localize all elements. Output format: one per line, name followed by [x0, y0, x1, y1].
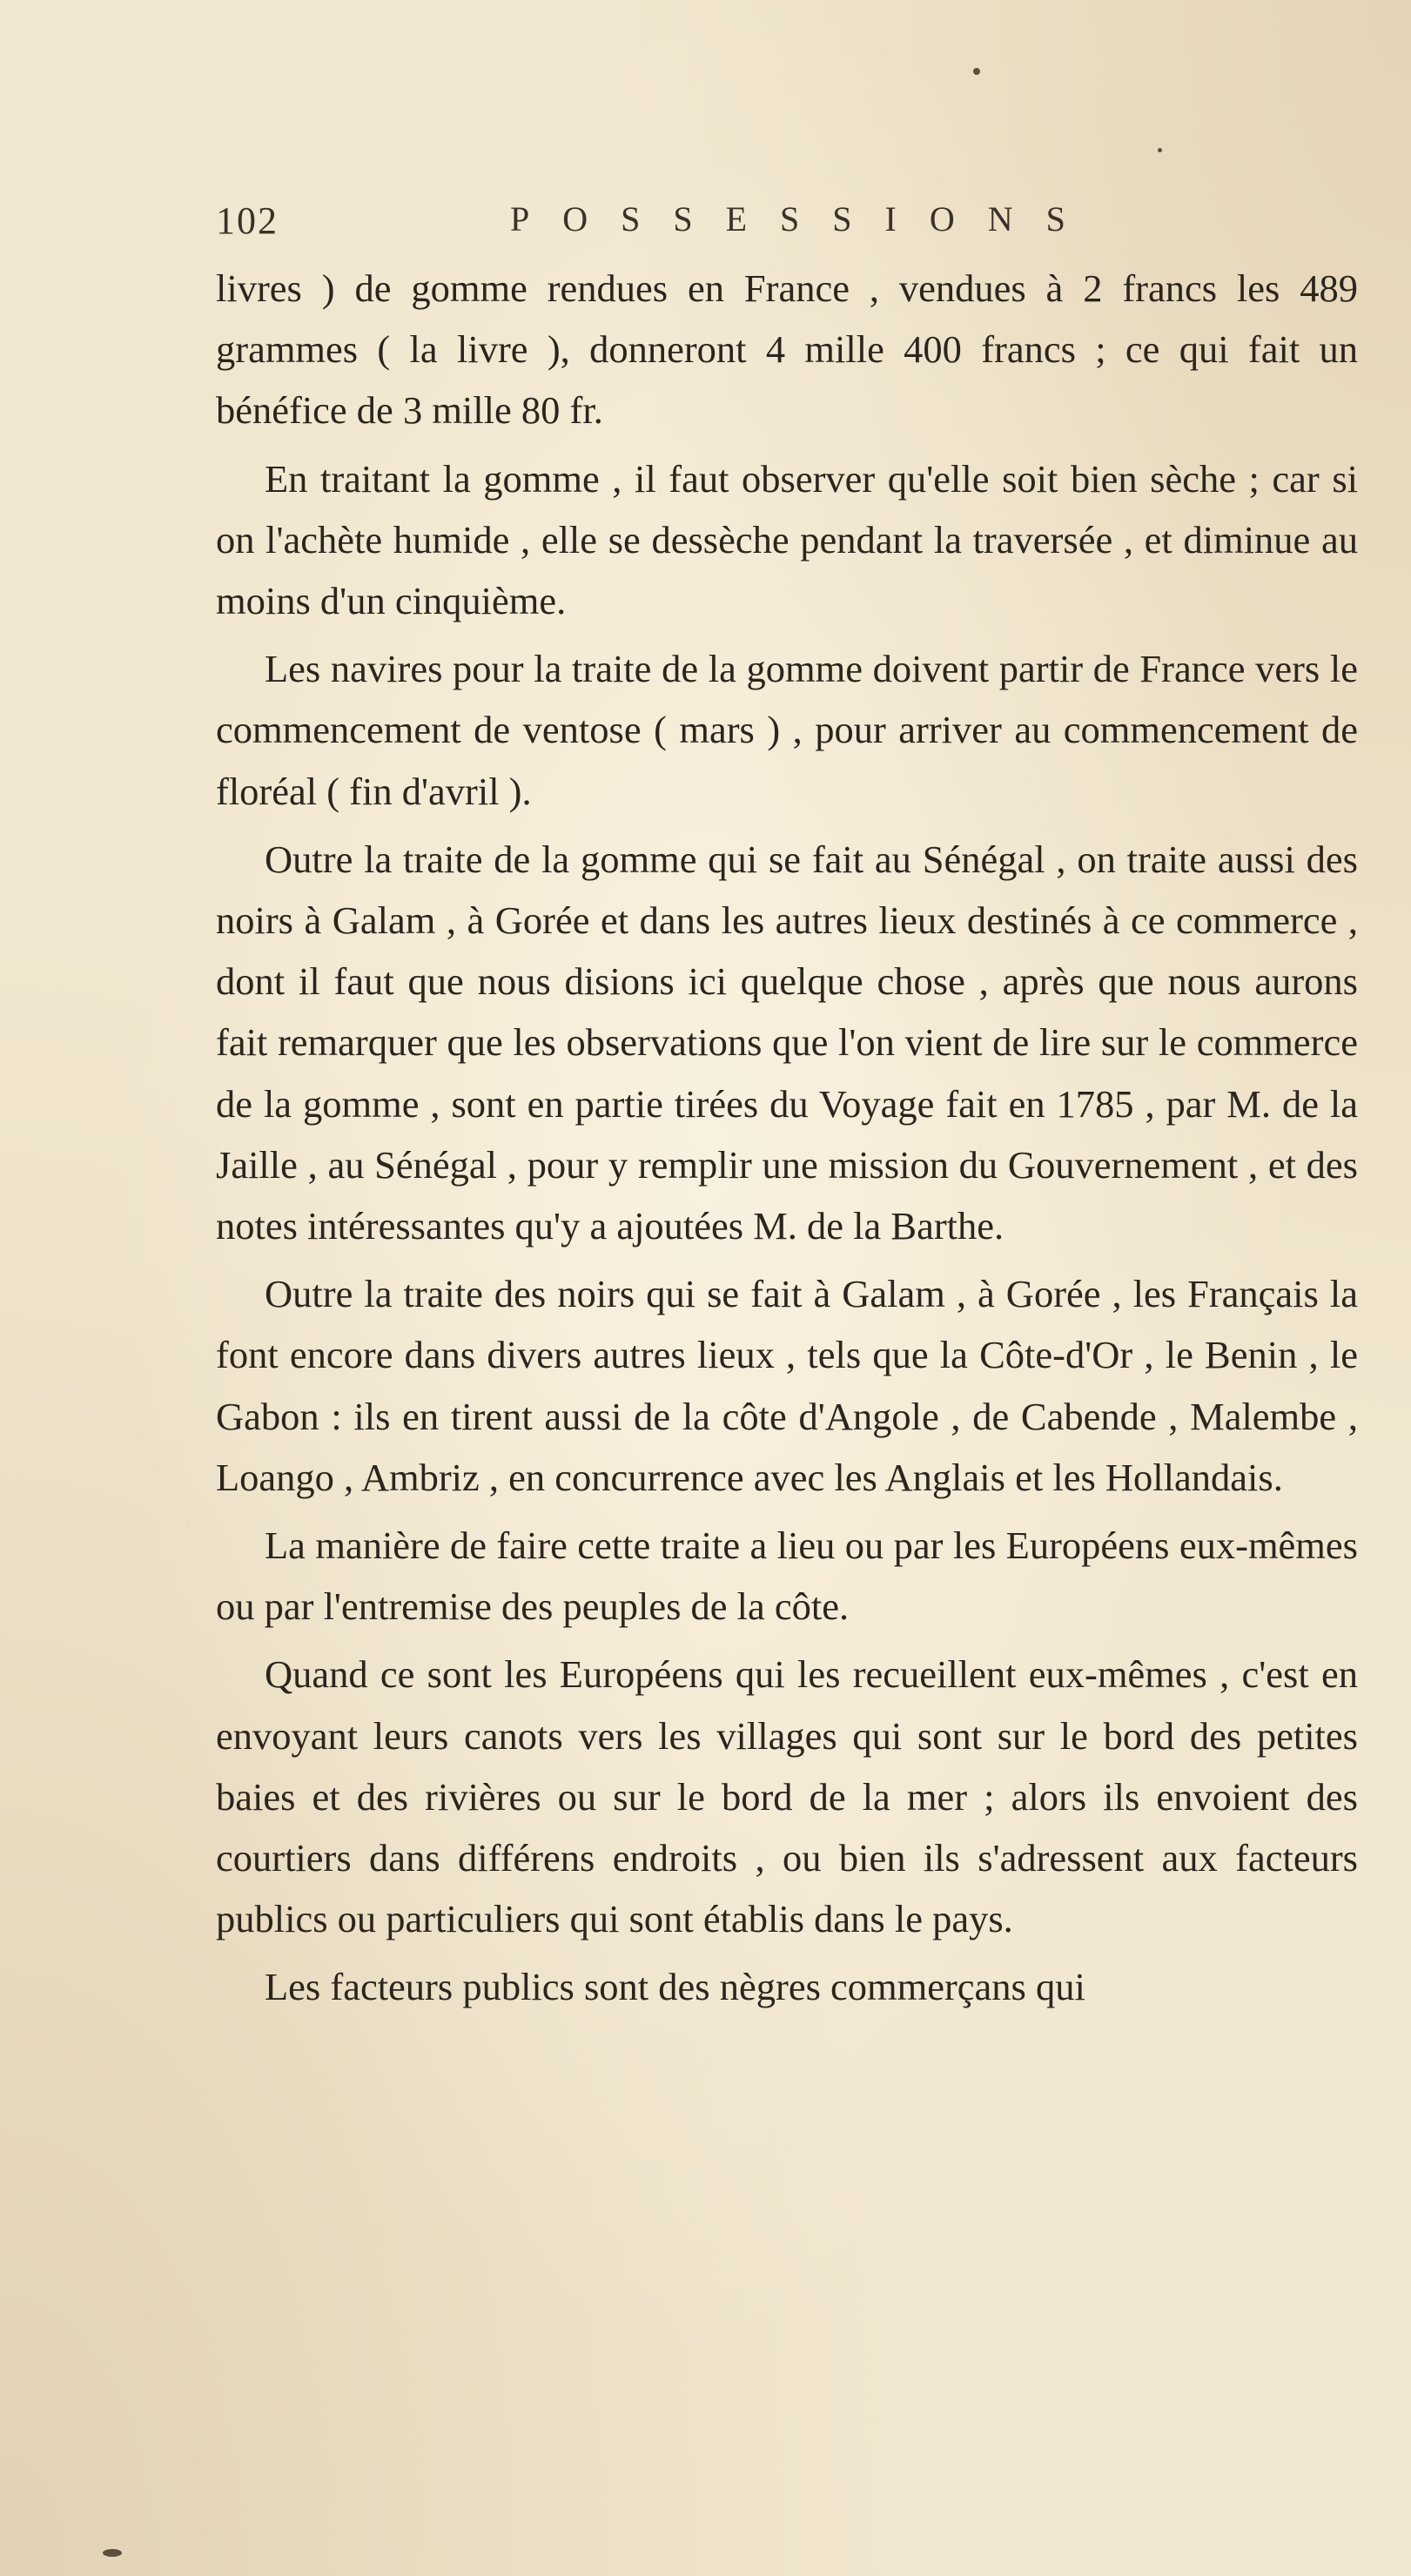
paragraph-ship-departure: Les navires pour la traite de la gomme doivent partir de France vers le commencement de ventose ( mars ) , pour arriver au commencement de floréal ( fin d'avril ). [216, 647, 1358, 813]
body-text [216, 258, 1358, 2018]
paragraph-continuation: livres ) de gomme rendues en France , vendues à 2 francs les 489 grammes ( la livre ), donneront 4 mille 400 francs ; ce qui fait un bénéfice de 3 mille 80 fr. [216, 266, 1358, 433]
paragraph-manner-of-trade: La manière de faire cette traite a lieu ou par les Européens eux-mêmes ou par l'entremise des peuples de la côte. [216, 1523, 1358, 1629]
ink-speck [103, 2549, 122, 2557]
paragraph-europeans-collect: Quand ce sont les Européens qui les recueillent eux-mêmes , c'est en envoyant leurs canots vers les villages qui sont sur le bord des petites baies et des rivières ou sur le bord de la mer ; alors ils envoient des courtiers dans différens endroits , ou bien ils s'adressent aux facteurs publics ou particuliers qui sont établis dans le pays. [216, 1652, 1358, 1941]
paragraph-slave-trade-galam: Outre la traite de la gomme qui se fait au Sénégal , on traite aussi des noirs à Galam , à Gorée et dans les autres lieux destinés à ce commerce , dont il faut que nous disions ici quelque chose , après que nous aurons fait remarquer que les observations que l'on vient de lire sur le commerce de la gomme , sont en partie tirées du Voyage fait en 1785 , par M. de la Jaille , au Sénégal , pour y remplir une mission du Gouvernement , et des notes intéressantes qu'y a ajoutées M. de la Barthe. [216, 837, 1358, 1248]
paragraph-other-places: Outre la traite des noirs qui se fait à Galam , à Gorée , les Français la font encore dans divers autres lieux , tels que la Côte-d'Or , le Benin , le Gabon : ils en tirent aussi de la côte d'Angole , de Cabende , Malembe , Loango , Ambriz , en concurrence avec les Anglais et les Hollandais. [216, 1272, 1358, 1499]
ink-speck [973, 68, 980, 75]
paragraph-public-factors: Les facteurs publics sont des nègres commerçans qui [265, 1965, 1085, 2009]
running-title: POSSESSIONS [510, 199, 1099, 239]
paragraph-gum-drying: En traitant la gomme , il faut observer qu'elle soit bien sèche ; car si on l'achète humide , elle se dessèche pendant la traversée , et diminue au moins d'un cinquième. [216, 456, 1358, 623]
page-number: 102 [216, 199, 279, 242]
page-header [216, 198, 1358, 251]
ink-speck [1158, 148, 1162, 152]
